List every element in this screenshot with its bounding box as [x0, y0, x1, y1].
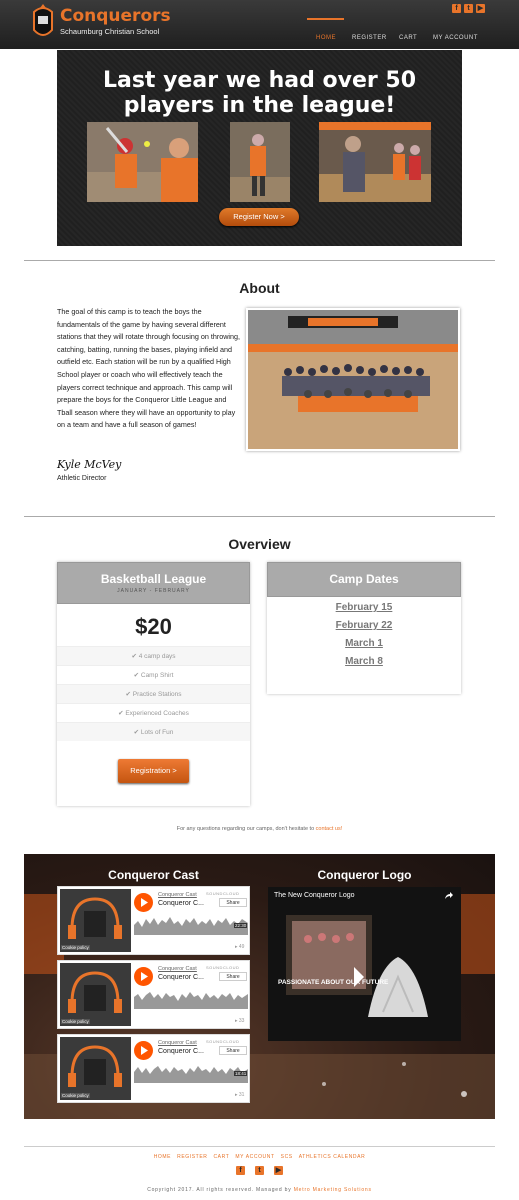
conqueror-cast-title: Conqueror Cast: [108, 868, 199, 882]
check-icon: ✔: [133, 672, 141, 679]
league-title: Basketball League: [100, 572, 207, 586]
footer-nav-register[interactable]: REGISTER: [177, 1154, 208, 1160]
waveform[interactable]: [134, 915, 248, 935]
divider: [24, 516, 495, 517]
conqueror-helmet-icon[interactable]: [30, 4, 56, 42]
track-user-link[interactable]: Conqueror Cast: [158, 966, 197, 972]
divider: [24, 260, 495, 261]
feature-item: [57, 722, 250, 741]
footer-divider: [24, 1146, 495, 1147]
youtube-icon[interactable]: ▶: [275, 1167, 282, 1174]
questions-note: [0, 826, 519, 832]
camp-dates-header: [267, 562, 461, 597]
play-icon[interactable]: [134, 967, 153, 986]
nav-cart[interactable]: CART: [399, 35, 418, 41]
facebook-icon[interactable]: f: [236, 1166, 245, 1175]
hero-title-line2: players in the league!: [123, 93, 396, 118]
check-icon: ✔: [125, 691, 133, 698]
feature-item: [57, 646, 250, 665]
footer-nav: [0, 1154, 519, 1160]
pricing-card: [57, 562, 250, 806]
conqueror-logo-title: Conqueror Logo: [317, 868, 412, 882]
facebook-icon[interactable]: f: [452, 4, 461, 13]
camp-dates-title: Camp Dates: [329, 572, 399, 586]
waveform[interactable]: [134, 989, 248, 1009]
team-photo: [246, 308, 460, 451]
camp-date-link[interactable]: March 1: [345, 638, 383, 649]
play-count-value: 31: [238, 1092, 245, 1098]
share-button[interactable]: Share: [219, 1046, 247, 1055]
pricing-card-header: [57, 562, 250, 604]
feature-item: [57, 684, 250, 703]
nav-my-account[interactable]: MY ACCOUNT: [433, 35, 478, 41]
nav-active-indicator: [307, 18, 344, 20]
camp-dates-card: [267, 562, 461, 694]
cookie-policy-link[interactable]: Cookie policy: [62, 1019, 89, 1024]
soundcloud-player[interactable]: [57, 1034, 250, 1103]
overview-title: Overview: [228, 536, 291, 552]
youtube-icon[interactable]: ▶: [477, 5, 484, 12]
track-user-link[interactable]: Conqueror Cast: [158, 1040, 197, 1046]
track-title[interactable]: Conqueror C...: [158, 900, 204, 907]
soundcloud-logo[interactable]: SOUNDCLOUD: [206, 891, 240, 896]
track-duration: 22:30: [235, 923, 247, 928]
feature-label: Camp Shirt: [140, 672, 174, 679]
video-tagline: PASSIONATE ABOUT OUR FUTURE: [278, 979, 389, 986]
play-count: ▸ 31: [235, 1092, 245, 1098]
feature-label: Experienced Coaches: [125, 710, 189, 717]
nav-home[interactable]: HOME: [316, 35, 336, 41]
hero-photo-gym-drill: [319, 122, 431, 202]
check-icon: ✔: [131, 653, 139, 660]
podcast-artwork: [60, 889, 131, 952]
about-title: About: [239, 280, 280, 296]
feature-label: Lots of Fun: [140, 729, 174, 736]
video-player[interactable]: [268, 887, 461, 1041]
copyright: [0, 1187, 519, 1193]
hero-photo-pitching: [230, 122, 290, 202]
share-button[interactable]: Share: [219, 898, 247, 907]
play-icon[interactable]: [134, 893, 153, 912]
about-text: The goal of this camp is to teach the boys the fundamentals of the game by having several different stations that they will rotate through focusing on throwing, catching, batting, running the bases, playing infield and outfield etc. Each station will be run by a qualified High School player or coach who will effectively teach the players correct technique and approach. This camp will prepare the boys for the Conqueror Little League and Tball season where they will have an opportunity to play on a team and have a full season of games!: [57, 307, 240, 430]
track-title[interactable]: Conqueror C...: [158, 974, 204, 981]
track-user-link[interactable]: Conqueror Cast: [158, 892, 197, 898]
hero-title: [57, 68, 462, 118]
footer-nav-my-account[interactable]: MY ACCOUNT: [235, 1154, 275, 1160]
copyright-text: Copyright 2017. All rights reserved. Managed by: [147, 1187, 294, 1193]
twitter-icon[interactable]: t: [464, 4, 473, 13]
play-count: ▸ 33: [235, 1018, 245, 1024]
twitter-icon[interactable]: t: [255, 1166, 264, 1175]
share-button[interactable]: Share: [219, 972, 247, 981]
footer-nav-cart[interactable]: CART: [213, 1154, 230, 1160]
camp-date-link[interactable]: February 15: [335, 602, 393, 613]
soundcloud-logo[interactable]: SOUNDCLOUD: [206, 965, 240, 970]
cookie-policy-link[interactable]: Cookie policy: [62, 1093, 89, 1098]
play-icon[interactable]: [134, 1041, 153, 1060]
podcast-artwork: [60, 963, 131, 1026]
register-now-button[interactable]: Register Now >: [219, 208, 299, 226]
podcast-artwork: [60, 1037, 131, 1100]
check-icon: ✔: [133, 729, 141, 736]
track-duration: 18:41: [235, 1071, 247, 1076]
play-count-value: 49: [238, 944, 245, 950]
feature-label: Practice Stations: [132, 691, 182, 698]
registration-button[interactable]: Registration >: [118, 759, 189, 783]
league-subtitle: JANUARY - FEBRUARY: [117, 588, 190, 594]
soundcloud-player[interactable]: [57, 960, 250, 1029]
price: $20: [135, 614, 172, 639]
video-title[interactable]: The New Conqueror Logo: [274, 892, 355, 899]
waveform[interactable]: [134, 1063, 248, 1083]
share-icon[interactable]: [444, 891, 454, 901]
soundcloud-player[interactable]: [57, 886, 250, 955]
hero-photo-batting: [87, 122, 198, 202]
footer-nav-scs[interactable]: SCS: [280, 1154, 293, 1160]
camp-date-link[interactable]: February 22: [335, 620, 393, 631]
brand-name[interactable]: Conquerors: [60, 6, 171, 26]
track-title[interactable]: Conqueror C...: [158, 1048, 204, 1055]
feature-item: [57, 703, 250, 722]
questions-text: For any questions regarding our camps, don't hesitate to: [176, 826, 316, 832]
check-icon: ✔: [118, 710, 126, 717]
footer-nav-home[interactable]: HOME: [153, 1154, 172, 1160]
camp-date-link[interactable]: March 8: [345, 656, 383, 667]
soundcloud-logo[interactable]: SOUNDCLOUD: [206, 1039, 240, 1044]
cookie-policy-link[interactable]: Cookie policy: [62, 945, 89, 950]
nav-register[interactable]: REGISTER: [352, 35, 387, 41]
signature: Kyle McVey: [57, 458, 122, 471]
feature-item: [57, 665, 250, 684]
play-count: ▸ 49: [235, 944, 245, 950]
feature-label: 4 camp days: [138, 653, 176, 660]
signer-title: Athletic Director: [57, 475, 107, 482]
hero-title-line1: Last year we had over 50: [102, 68, 417, 93]
brand-subtitle: Schaumburg Christian School: [60, 27, 160, 36]
play-count-value: 33: [238, 1018, 245, 1024]
footer-nav-athletics-calendar[interactable]: ATHLETICS CALENDAR: [298, 1154, 366, 1160]
contact-us-link[interactable]: contact us!: [315, 826, 343, 832]
metro-marketing-link[interactable]: Metro Marketing Solutions: [293, 1187, 372, 1193]
